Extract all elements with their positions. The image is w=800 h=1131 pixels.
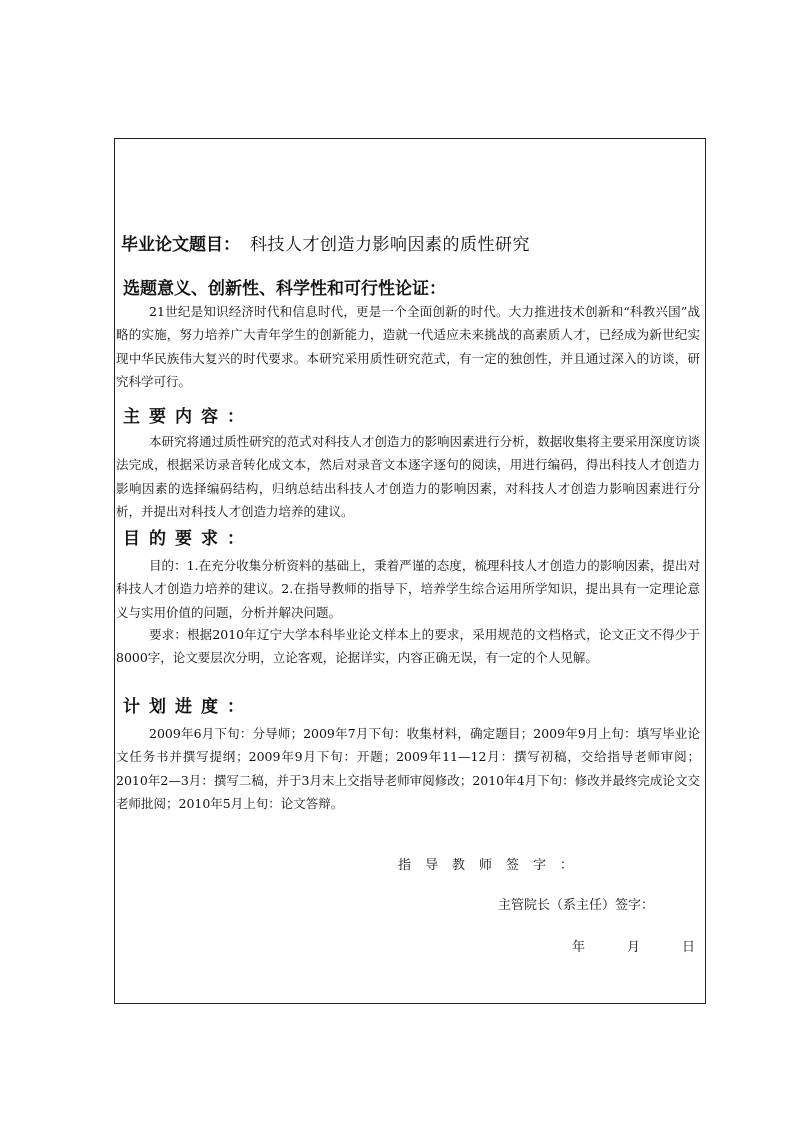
advisor-signature-label: 指导教师签字：: [398, 858, 588, 873]
date-month-label: 月: [627, 940, 641, 955]
goals-purpose-paragraph: 目的：1.在充分收集分析资料的基础上，秉着严谨的态度，梳理科技人才创造力的影响因素，提出对科技人才创造力培养的建议。2.在指导教师的指导下，培养学生综合运用所学知识，提出具有一定理论意义与实用价值的问题，分析并解决问题。: [116, 558, 700, 620]
thesis-title-value: 科技人才创造力影响因素的质性研究: [250, 235, 530, 255]
significance-paragraph: 21世纪是知识经济时代和信息时代，更是一个全面创新的时代。大力推进技术创新和“科教兴国”战略的实施，努力培养广大青年学生的创新能力，造就一代适应未来挑战的高素质人才，已经成为新世纪实现中华民族伟大复兴的时代要求。本研究采用质性研究范式，有一定的独创性，并且通过深入的访谈，研究科学可行。: [116, 304, 700, 389]
schedule-heading: 计划进度：: [123, 697, 253, 717]
content-heading: 主要内容：: [123, 407, 253, 427]
schedule-paragraph: 2009年6月下旬：分导师；2009年7月下旬：收集材料，确定题目；2009年9月上旬：填写毕业论文任务书并撰写提纲；2009年9月下旬：开题；2009年11—12月：撰写初稿，交给指导老师审阅；2010年2—3月：撰写二稿，并于3月末上交指导老师审阅修改；2010年4月下旬：修改并最终完成论文交老师批阅；2010年5月上旬：论文答辩。: [116, 726, 700, 811]
date-year-label: 年: [572, 940, 586, 955]
content-paragraph: 本研究将通过质性研究的范式对科技人才创造力的影响因素进行分析，数据收集将主要采用深度访谈法完成，根据采访录音转化成文本，然后对录音文本逐字逐句的阅读，用进行编码，得出科技人才创造力影响因素的选择编码结构，归纳总结出科技人才创造力的影响因素，对科技人才创造力影响因素进行分析，并提出对科技人才创造力培养的建议。: [116, 434, 700, 519]
significance-heading: 选题意义、创新性、科学性和可行性论证：: [123, 279, 446, 299]
thesis-title-row: [121, 230, 530, 255]
dean-signature-label: 主管院长（系主任）签字：: [498, 898, 655, 913]
goals-requirements-paragraph: 要求：根据2010年辽宁大学本科毕业论文样本上的要求，采用规范的文档格式，论文正文不得少于8000字，论文要层次分明，立论客观，论据详实，内容正确无误，有一定的个人见解。: [116, 627, 700, 666]
date-day-label: 日: [682, 940, 696, 955]
goals-heading: 目的要求：: [123, 529, 253, 549]
thesis-title-label: 毕业论文题目：: [121, 235, 240, 255]
signature-date-row: [572, 936, 695, 955]
